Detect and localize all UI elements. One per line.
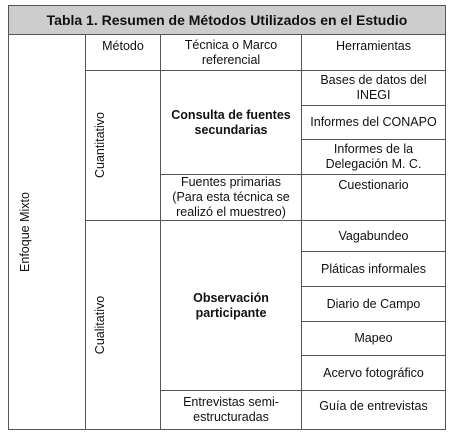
border-right <box>445 34 446 430</box>
border-bottom <box>8 429 446 430</box>
tool-mapeo: Mapeo <box>354 331 393 345</box>
technique-fuentes-primarias: Fuentes primarias (Para esta técnica se realizó el muestreo) <box>172 175 290 219</box>
header-herramientas: Herramientas <box>335 39 412 53</box>
technique-consulta: Consulta de fuentes secundarias <box>171 107 291 137</box>
header-metodo: Método <box>102 39 144 53</box>
tool-platicas: Pláticas informales <box>321 261 426 276</box>
divider-enfoque <box>85 34 86 430</box>
tool-diario: Diario de Campo <box>326 296 421 311</box>
header-tecnica: Técnica o Marco referencial <box>184 37 278 67</box>
tool-inegi: Bases de datos del INEGI <box>320 73 427 102</box>
cuantitativo-label: Cuantitativo <box>93 111 107 179</box>
tool-acervo: Acervo fotográfico <box>323 365 424 380</box>
technique-entrevistas: Entrevistas semi-estructuradas <box>183 395 279 424</box>
tool-guia: Guía de entrevistas <box>319 398 428 413</box>
tool-conapo: Informes del CONAPO <box>310 115 437 129</box>
tool-delegacion: Informes de la Delegación M. C. <box>325 142 422 171</box>
tool-vagabundeo: Vagabundeo <box>338 228 409 243</box>
enfoque-label: Enfoque Mixto <box>18 192 32 272</box>
technique-observacion: Observación participante <box>193 290 269 320</box>
table-title: Tabla 1. Resumen de Métodos Utilizados en el Estudio <box>8 5 446 35</box>
cualitativo-label: Cualitativo <box>93 295 107 355</box>
methods-table <box>8 5 446 430</box>
border-left <box>8 34 9 430</box>
tool-cuestionario: Cuestionario <box>338 178 409 192</box>
